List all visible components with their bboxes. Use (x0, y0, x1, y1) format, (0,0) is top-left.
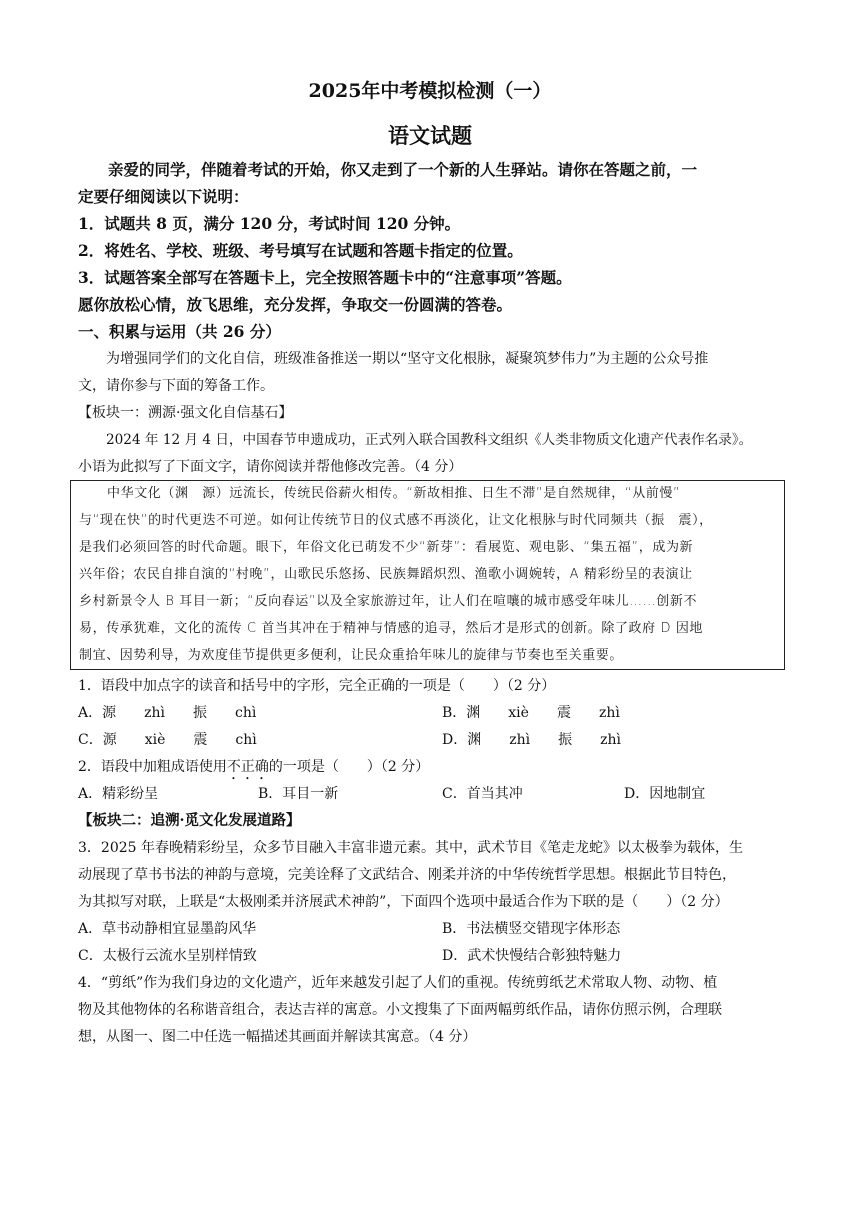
intro-line-2: 定要仔细阅读以下说明： (78, 187, 249, 206)
passage-line-5: 乡村新景令人 B 耳目一新；“反向春运”以及全家旅游过年，让人们在喧嚷的城市感受年味儿……创新不 (79, 594, 698, 609)
section-heading: 一、积累与运用（共 26 分） (78, 322, 281, 341)
q2-option-c: C．首当其冲 (442, 786, 523, 802)
passage-line-1: 中华文化（渊 源）远流长，传统民俗薪火相传。“新故相推、日生不滞”是自然规律，“从前慢” (107, 486, 681, 501)
q2-option-b: B．耳目一新 (258, 786, 339, 802)
q3-option-b: B．书法横竖交错现字体形态 (442, 921, 621, 937)
q2-stem (78, 757, 783, 783)
wish-line: 愿你放松心情，放飞思维，充分发挥，争取交一份圆满的答卷。 (78, 295, 513, 314)
block2-heading: 【板块二：追溯·觅文化发展道路】 (78, 812, 301, 829)
passage-line-7: 制宜、因势利导，为欢度佳节提供更多便利，让民众重拾年味儿的旋律与节奏也至关重要。 (79, 648, 624, 663)
q3-line-2: 动展现了草书书法的神韵与意境，完美诠释了文武结合、刚柔并济的中华传统哲学思想。根据此节目特色， (78, 867, 736, 883)
q2-option-a: A．精彩纷呈 (78, 786, 159, 802)
exam-title: 2025年中考模拟检测（一） (308, 80, 552, 102)
exam-subtitle: 语文试题 (388, 123, 472, 148)
q2-option-d: D．因地制宜 (624, 786, 706, 802)
q3-option-d: D．武术快慢结合彰独特魅力 (442, 948, 622, 964)
section-lead-1: 为增强同学们的文化自信，班级准备推送一期以“坚守文化根脉，凝聚筑梦伟力”为主题的公众号推 (106, 351, 709, 367)
q1-stem: 1．语段中加点字的读音和括号中的字形，完全正确的一项是（ ）（2 分） (78, 678, 556, 694)
block1-line-2: 小语为此拟写了下面文字，请你阅读并帮他修改完善。（4 分） (78, 459, 463, 475)
intro-line-1: 亲爱的同学，伴随着考试的开始，你又走到了一个新的人生驿站。请你在答题之前，一 (108, 160, 698, 179)
passage-line-2: 与“现在快”的时代更迭不可逆。如何让传统节日的仪式感不再淡化，让文化根脉与时代同频共（振 震）， (79, 513, 713, 528)
q2-stem-post: 的一项是（ ）（2 分） (268, 759, 430, 775)
passage-line-4: 兴年俗；农民自排自演的“村晚”，山歌民乐悠扬、民族舞蹈炽烈、渔歌小调婉转，A 精彩纷呈的表演让 (79, 567, 693, 582)
passage-box (70, 480, 785, 670)
q3-line-1: 3．2025 年春晚精彩纷呈，众多节目融入丰富非遗元素。其中，武术节目《笔走龙蛇》以太极拳为载体，生 (78, 840, 743, 856)
q2-stem-emphasis: 不正确 (226, 759, 269, 775)
block1-line-1: 2024 年 12 月 4 日，中国春节申遗成功，正式列入联合国教科文组织《人类非物质文化遗产代表作名录》。 (106, 432, 753, 448)
q1-option-b: B．渊 xiè 震 zhì (442, 705, 620, 721)
q3-line-3: 为其拟写对联，上联是“太极刚柔并济展武术神韵”，下面四个选项中最适合作为下联的是（ ）（2 分） (78, 894, 729, 910)
q2-stem-pre: 2．语段中加粗成语使用 (78, 759, 227, 775)
q4-line-2: 物及其他物体的名称谐音组合，表达吉祥的寓意。小文搜集了下面两幅剪纸作品，请你仿照示例，合理联 (78, 1002, 722, 1018)
q4-line-3: 想，从图一、图二中任选一幅描述其画面并解读其寓意。（4 分） (78, 1029, 477, 1045)
rule-1: 1．试题共 8 页，满分 120 分，考试时间 120 分钟。 (78, 214, 461, 233)
passage-line-6: 易，传承犹难，文化的流传 C 首当其冲在于精神与情感的追寻，然后才是形式的创新。除了政府 D 因地 (79, 621, 704, 636)
q3-option-c: C．太极行云流水呈别样情致 (78, 948, 257, 964)
q1-option-d: D．渊 zhì 振 zhì (442, 732, 621, 748)
rule-2: 2．将姓名、学校、班级、考号填写在试题和答题卡指定的位置。 (78, 241, 523, 260)
q1-option-a: A．源 zhì 振 chì (78, 705, 257, 721)
block1-heading: 【板块一：溯源·强文化自信基石】 (78, 405, 293, 421)
q1-option-c: C．源 xiè 震 chì (78, 732, 257, 748)
q4-line-1: 4．“剪纸”作为我们身边的文化遗产，近年来越发引起了人们的重视。传统剪纸艺术常取人物、动物、植 (78, 975, 718, 991)
passage-line-3: 是我们必须回答的时代命题。眼下，年俗文化已萌发不少“新芽”：看展览、观电影、“集五福”，成为新 (79, 540, 694, 555)
q3-option-a: A．草书动静相宜显墨韵风华 (78, 921, 257, 937)
section-lead-2: 文，请你参与下面的筹备工作。 (78, 378, 274, 394)
rule-3: 3．试题答案全部写在答题卡上，完全按照答题卡中的“注意事项”答题。 (78, 268, 572, 287)
